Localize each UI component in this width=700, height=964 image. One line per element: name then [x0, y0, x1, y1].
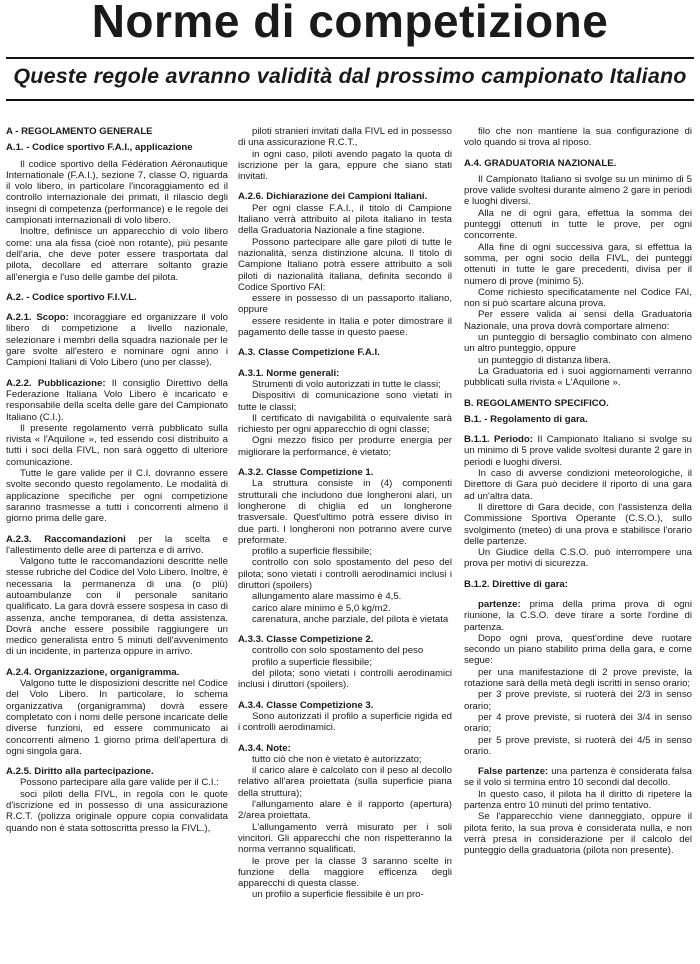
paragraph-label: B.1.1. Periodo: — [464, 434, 533, 446]
paragraph-text: una partenza è considerata falsa se il volo si termina entro 10 secondi dal decollo. — [464, 766, 692, 789]
paragraph: essere residente in Italia e poter dimostrare il pagamento delle tasse in questo paese. — [238, 315, 452, 339]
paragraph: Il certificato di navigabilità o equivalente sarà richiesto per ogni apparecchio di ogni classe; — [238, 412, 452, 436]
paragraph: Come richiesto specificatamente nel Codice FAI, non si può scartare alcuna prova. — [464, 286, 692, 310]
paragraph: Un Giudice della C.S.O. può interrompere una prova per motivi di sicurezza. — [464, 547, 692, 570]
paragraph-label: A.3.4. Note: — [238, 742, 291, 754]
paragraph — [464, 434, 692, 468]
paragraph-text: prima della prima prova di ogni riunione, la C.S.O. deve tirare a sorte l'ordine di partenza. — [464, 598, 692, 633]
paragraph: per una manifestazione di 2 prove previste, la rotazione sarà della metà degli iscritti in senso orario; — [464, 666, 692, 690]
paragraph: Se l'apparecchio viene danneggiato, oppure il pilota ferito, la sua prova è considerata nulla, e non verrà presa in considerazione per il calcolo del punteggio della graduatoria (pilota non presente). — [464, 811, 692, 857]
paragraph-label: A.2.6. Dichiarazione dei Campioni Italiani. — [238, 191, 428, 203]
paragraph: Per essere valida ai sensi della Graduatoria Nazionale, una prova dovrà comportare almeno: — [464, 309, 692, 332]
section-heading: A - REGOLAMENTO GENERALE — [6, 126, 153, 137]
paragraph: Possono partecipare alla gare valide per il C.I.: — [20, 777, 219, 789]
paragraph — [6, 378, 228, 423]
paragraph: Strumenti di volo autorizzati in tutte le classi; — [252, 378, 441, 390]
paragraph: profilo a superficie flessibile; — [252, 546, 372, 558]
paragraph-text: Il consiglio Direttivo della Federazione Italiana Volo Libero è incaricato e responsabile della scelta delle gare del Campionato Italiano (C.I.). — [6, 377, 228, 423]
paragraph-text: incoraggiare ed organizzare il volo libero di competizione a livello nazionale, selezionare i membri della squadra nazionale per le gare svolte all'estero e nominare ogni anno i Campioni Italiani di Volo Libero (uno per classe). — [6, 312, 228, 369]
paragraph: Valgono tutte le raccomandazioni descritte nelle stesse rubriche del Codice del Volo Libero. Inoltre, è necessaria la permanenza di una (o più) autoambulanze con il personale sanitario qualificato. La gara dovrà essere sospesa in caso di assenza, anche temporanea, di detta assistenza. Dovrà anche essere possibile raggiungere un medico generalista entro 5 minuti dell'avvenimento di un incidente, in partenza oppure in arrivo. — [6, 556, 228, 658]
paragraph — [238, 368, 452, 379]
paragraph: Alla fine di ogni successiva gara, si effettua la somma, per ogni socio della FIVL, dei punteggi ottenuti in tutte le gare precedenti, divisa per il numero di prove (minimo 5). — [464, 241, 692, 287]
paragraph — [238, 634, 452, 645]
paragraph: Il Campionato Italiano si svolge su un minimo di 5 prove valide svoltesi durante almeno 2 gare in periodi e luoghi diversi. — [464, 173, 692, 208]
paragraph-text: Il Campionato Italiano si svolge su un minimo di 5 prove valide svoltesi durante 2 gare in periodi e luoghi diversi. — [464, 434, 692, 468]
text-column-3 — [464, 126, 692, 964]
paragraph: tutto ciò che non è vietato è autorizzato; — [252, 753, 422, 765]
paragraph: essere in possesso di un passaporto italiano, oppure — [238, 293, 452, 316]
paragraph — [464, 599, 692, 633]
paragraph: Possono partecipare alle gare piloti di tutte le nazionalità, senza distinzione alcuna. Il titolo di Campione Italiano potrà essere attribuito a soli piloti di nazionalità italiana, definita secondo il Codice Sportivo FAI: — [238, 236, 452, 293]
paragraph-label: A.2.5. Diritto alla partecipazione. — [6, 766, 154, 778]
paragraph-label: A.3.1. Norme generali: — [238, 367, 340, 379]
paragraph: In questo caso, il pilota ha il diritto di ripetere la partenza entro 10 minuti del primo tentativo. — [464, 788, 692, 812]
paragraph: Per ogni classe F.A.I., il titolo di Campione Italiano verrà attribuito al pilota italiano in testa della Graduatoria Nazionale a fine stagione. — [238, 202, 452, 237]
paragraph: profilo a superficie flessibile; — [252, 656, 372, 668]
paragraph: Valgono tutte le disposizioni descritte nel Codice del Volo Libero. In particolare, lo schema organizzativa (organigramma) dovrà essere completato con i nomi delle persone incaricate delle diverse funzioni, ed essere communicato ai concorrenti almeno 1 giorno prima dell'apertura di ogni singola gara. — [6, 678, 228, 757]
paragraph-label: partenze: — [478, 598, 521, 610]
paragraph — [238, 191, 452, 202]
paragraph: La Graduatoria ed i suoi aggiornamenti verranno pubblicati sulla rivista « L'Aquilone ». — [464, 365, 692, 389]
paragraph-label: A.3.4. Classe Competizione 3. — [238, 699, 374, 711]
paragraph-label: A.2.1. Scopo: — [6, 312, 69, 324]
paragraph: l'allungamento alare è il rapporto (apertura) 2/area proiettata. — [238, 799, 452, 822]
paragraph: allungamento alare massimo è 4,5. — [252, 591, 402, 603]
paragraph — [6, 667, 228, 678]
paragraph-label: A.2.2. Pubblicazione: — [6, 377, 106, 389]
paragraph: Il presente regolamento verrà pubblicato sulla rivista « l'Aquilone », ted essendo cosi distribuito a tutti i soci della FIVL, non sarà oggetto di ulteriore comunicazione. — [6, 422, 228, 468]
section-heading: A.2. - Codice sportivo F.I.V.L. — [6, 291, 137, 303]
paragraph: soci piloti della FIVL, in regola con le quote d'iscrizione ed in possesso di una assicurazione R.C.T. (polizza originale oppure copia convalidata quando non è stata sottoscritta presso la FIVL.), — [6, 788, 228, 834]
paragraph: Alla ne di ogni gara, effettua la somma dei punteggi ottenuti in tutte le prove, per ogni concorrente. — [464, 207, 692, 242]
paragraph: un profilo a superficie flessibile è un pro- — [252, 889, 424, 901]
paragraph: Inoltre, definisce un apparecchio di volo libero come: una ala fissa (cioè non rotante), più pesante dell'aria, che deve poter essere trasportata dal pilota, decollare ed atterrare soltanto grazie all'energia e l'uso delle gambe del pilota. — [6, 226, 228, 283]
paragraph: carico alare minimo è 5,0 kg/m2. — [252, 602, 391, 614]
paragraph: L'allungamento verrà misurato per i soli vincitori. Gli apparecchi che non rispetteranno la norma verranno squalificati. — [238, 821, 452, 856]
paragraph-label: False partenze: — [478, 766, 549, 778]
paragraph: filo che non mantiene la sua configurazione di volo quando si trova al riposo. — [464, 126, 692, 149]
section-heading: B.1. - Regolamento di gara. — [464, 413, 588, 425]
paragraph: Sono autorizzati il profilo a superficie rigida ed i controlli aerodinamici. — [238, 710, 452, 734]
paragraph — [238, 743, 452, 754]
paragraph-label: A.2.4. Organizzazione, organigramma. — [6, 666, 180, 678]
paragraph-label: A.2.3. Raccomandazioni — [6, 533, 126, 545]
paragraph: in ogni caso, piloti avendo pagato la quota di iscrizione per la gara, eppure che siano stati invitati. — [238, 148, 452, 183]
page-subtitle: Queste regole avranno validità dal prossimo campionato Italiano — [13, 64, 687, 88]
paragraph: carenatura, anche parziale, del pilota è vietata — [252, 613, 449, 625]
paragraph — [238, 467, 452, 478]
section-heading: B. REGOLAMENTO SPECIFICO. — [464, 397, 609, 409]
text-column-2 — [238, 126, 452, 964]
paragraph: un punteggio di bersaglio combinato con almeno un altro punteggio, oppure — [464, 332, 692, 355]
paragraph — [464, 579, 692, 590]
section-heading: A.4. GRADUATORIA NAZIONALE. — [464, 157, 617, 169]
paragraph: Il codice sportivo della Fédération Aéronautique Internationale (F.A.I.), sezione 7, classe O, riguarda il volo libero, in particolare l'incoraggiamento ed il controllo internazionale dei primati, il rilascio degli insegni di competenza (performance) e le regole dei campionati internazionali di volo libero. — [6, 158, 228, 227]
paragraph — [238, 700, 452, 711]
paragraph: il carico alare è calcolato con il peso al decollo relativo all'area proiettata (sulla superficie piana della struttura); — [238, 765, 452, 799]
paragraph: un punteggio di distanza libera. — [478, 354, 611, 366]
section-heading: A.3. Classe Competizione F.A.I. — [238, 347, 380, 359]
paragraph: le prove per la classe 3 saranno scelte in funzione della maggiore efficenza degli apparecchi di questa classe. — [238, 855, 452, 890]
paragraph: per 4 prove previste, si ruoterà dei 3/4 in senso orario; — [464, 711, 692, 735]
paragraph: La struttura consiste in (4) componenti strutturali che includono due longheroni alari, un longherone di chiglia ed un longherone trasversale. Quest'ultimo potrà essere diviso in due parti. I longheroni non potranno avere curve preformate. — [238, 478, 452, 546]
paragraph-label: B.1.2. Direttive di gara: — [464, 578, 568, 590]
paragraph — [464, 766, 692, 789]
paragraph: In caso di avverse condizioni meteorologiche, il Direttore di Gara può decidere il riporto di una gara ad un'altra data. — [464, 468, 692, 502]
paragraph: Dopo ogni prova, quest'ordine deve ruotare secondo un piano stabilito prima della gara, e come segue: — [464, 632, 692, 667]
paragraph: Il direttore di Gara decide, con l'assistenza della Commissione Sportiva Operante (C.S.O.), sullo svolgimento (meteo) di una prova e stabilisce l'orario delle partenze. — [464, 501, 692, 547]
paragraph — [6, 766, 228, 777]
paragraph: per 3 prove previste, si ruoterà dei 2/3 in senso orario; — [464, 689, 692, 712]
page-title: Norme di competizione — [91, 0, 609, 47]
paragraph: per 5 prove previste, si ruoterà dei 4/5 in senso orario. — [464, 734, 692, 757]
paragraph-label: A.3.2. Classe Competizione 1. — [238, 467, 374, 479]
paragraph-label: A.3.3. Classe Competizione 2. — [238, 634, 374, 646]
paragraph: piloti stranieri invitati dalla FIVL ed in possesso di una assicurazione R.C.T., — [238, 126, 452, 149]
paragraph: Tutte le gare valide per il C.I. dovranno essere svolte secondo questo regolamento. Le modalità di applicazione specifiche per ogni competizione saranno trasmesse a tutti i concorrenti almeno il giorno prima delle gare. — [6, 468, 228, 525]
paragraph: Dispositivi di comunicazione sono vietati in tutte le classi; — [238, 390, 452, 413]
paragraph: Ogni mezzo fisico per produrre energia per migliorare la performance, è vietato; — [238, 435, 452, 458]
top-rule — [6, 57, 694, 59]
paragraph — [6, 534, 228, 557]
paragraph: controllo con solo spostamento del peso del pilota; sono vietati i controlli aerodinamici inclusi i diruttori (spoilers) — [238, 557, 452, 591]
subtitle-rule — [6, 99, 694, 101]
paragraph: del pilota; sono vietati i controlli aerodinamici inclusi i diruttori (spoilers). — [238, 668, 452, 691]
paragraph-text: per la scelta e l'allestimento delle aree di partenza e di arrivo. — [6, 533, 228, 556]
section-heading: A.1. - Codice sportivo F.A.I., applicazione — [6, 142, 193, 154]
paragraph — [6, 312, 228, 368]
text-column-1 — [6, 126, 228, 964]
paragraph: controllo con solo spostamento del peso — [252, 645, 424, 657]
